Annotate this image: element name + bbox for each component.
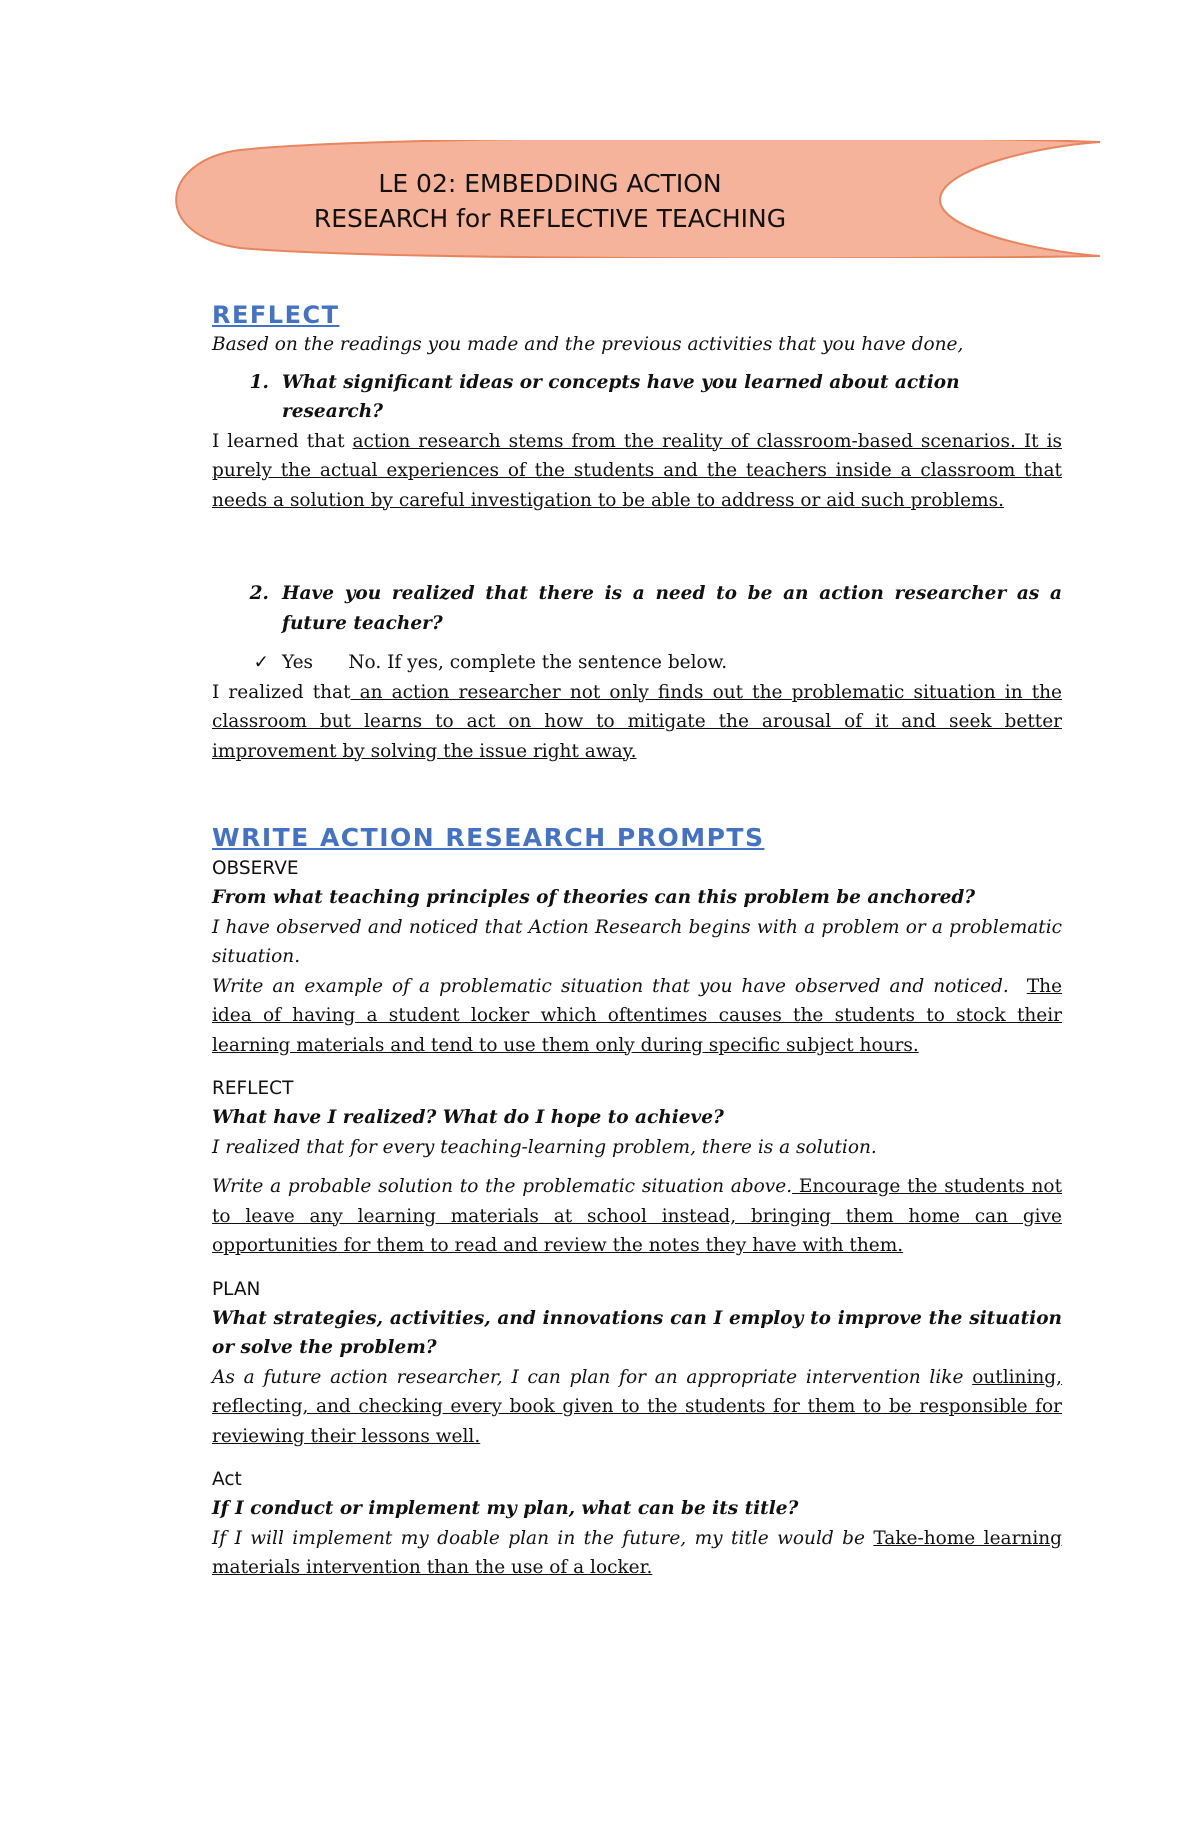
answer-1-prefix: I learned that (212, 430, 353, 452)
question-2-number: 2. (249, 583, 269, 604)
answer-1 (212, 427, 1062, 516)
document-body (212, 300, 1062, 1583)
reflect-prompt-answer-text: Encourage the students not to leave any learning materials at school instead, bringing them home can give opportunities for them to read and review the notes they have with them. (212, 1176, 1062, 1256)
question-1-text: What significant ideas or concepts have you learned about action research? (282, 371, 960, 422)
answer-2 (212, 678, 1062, 767)
reflect-prompt-answer (212, 1172, 1062, 1261)
reflect-prompt-label: REFLECT (212, 1078, 294, 1099)
answer-1-text: action research stems from the reality of classroom-based scenarios. It is purely the actual experiences of the students and the teachers inside a classroom that needs a solution by careful investigation to be able to address or aid such problems. (212, 430, 1062, 511)
observe-answer-text: The idea of having a student locker which oftentimes causes the students to stock their learning materials and tend to use them only during specific subject hours. (212, 975, 1063, 1056)
plan-question: What strategies, activities, and innovations can I employ to improve the situation or solve the problem? (212, 1307, 1062, 1358)
observe-question: From what teaching principles of theories can this problem be anchored? (212, 887, 976, 908)
observe-statement: I have observed and noticed that Action Research begins with a problem or a problematic situation. (212, 916, 1062, 967)
observe-label: OBSERVE (212, 858, 299, 879)
title-line-2: RESEARCH for REFLECTIVE TEACHING (313, 204, 787, 233)
observe-instruction: Write an example of a problematic situation that you have observed and noticed. (212, 975, 1009, 997)
plan-answer-text: outlining, reflecting, and checking every book given to the students for them to be responsible for reviewing their lessons well. (212, 1366, 1062, 1447)
reflect-prompt-instruction: Write a probable solution to the problematic situation above. (212, 1176, 793, 1197)
plan-label: PLAN (212, 1278, 261, 1300)
act-answer (212, 1524, 1062, 1583)
plan-statement: As a future action researcher, I can plan for an appropriate intervention like (212, 1366, 973, 1388)
title-banner (170, 140, 1100, 258)
question-1 (212, 368, 1062, 427)
title-line-1: LE 02: EMBEDDING ACTION (378, 169, 722, 198)
act-answer-text: Take-home learning materials intervention than the use of a locker. (212, 1527, 1063, 1578)
reflect-intro: Based on the readings you made and the previous activities that you have done, (212, 334, 964, 355)
checkmark-icon: ✓ (253, 652, 269, 673)
reflect-heading: REFLECT (212, 301, 340, 329)
yes-no-options (212, 648, 1062, 678)
prompts-heading: WRITE ACTION RESEARCH PROMPTS (212, 823, 765, 852)
question-2-text: Have you realized that there is a need to be an action researcher as a future teacher? (282, 583, 1062, 634)
reflect-prompt-question: What have I realized? What do I hope to achieve? (212, 1107, 724, 1128)
question-1-number: 1. (249, 371, 269, 393)
act-statement: If I will implement my doable plan in the future, my title would be (212, 1527, 874, 1549)
answer-2-text: an action researcher not only finds out the problematic situation in the classroom but learns to act on how to mitigate the arousal of it and seek better improvement by solving the issue right away. (212, 681, 1063, 762)
answer-2-prefix: I realized that (212, 681, 351, 703)
question-2 (212, 579, 1062, 638)
act-label: Act (212, 1469, 242, 1490)
yes-no-text: Yes No. If yes, complete the sentence below. (282, 652, 728, 673)
plan-answer (212, 1363, 1062, 1452)
act-question: If I conduct or implement my plan, what can be its title? (212, 1498, 799, 1519)
document-title (170, 166, 930, 236)
observe-answer (212, 972, 1062, 1061)
reflect-prompt-statement: I realized that for every teaching-learning problem, there is a solution. (212, 1136, 877, 1158)
